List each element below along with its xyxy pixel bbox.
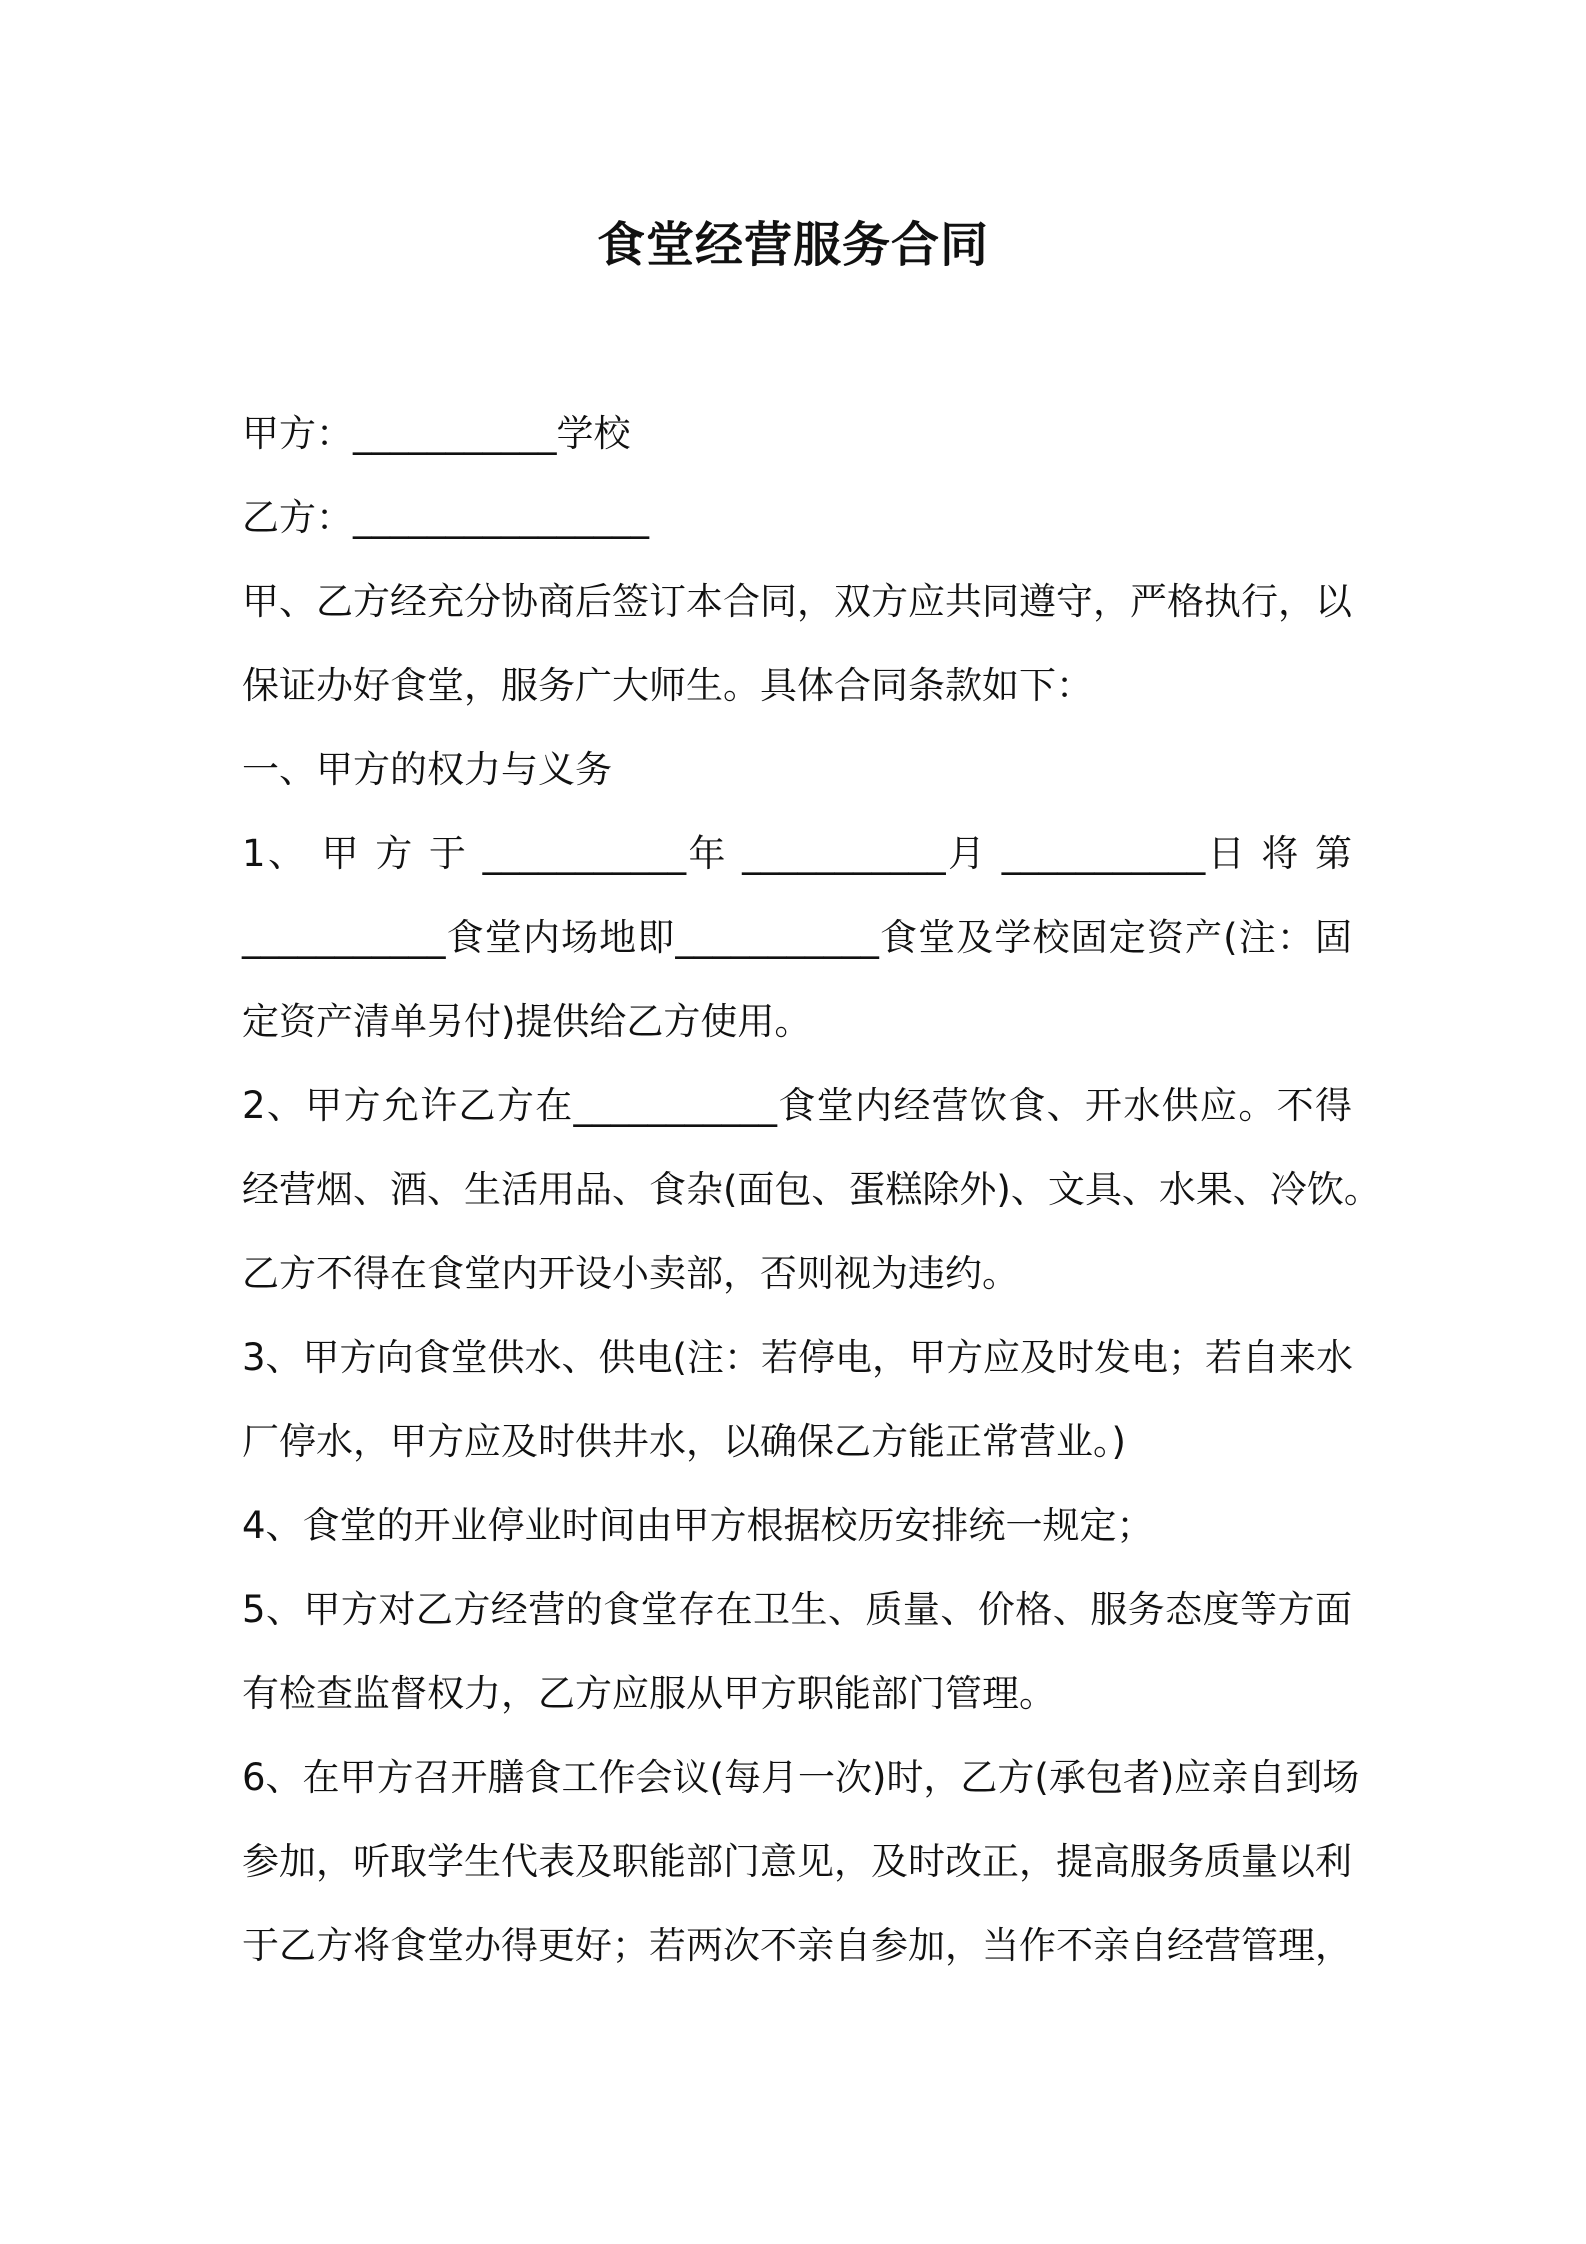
clause-text-line: 参加，听取学生代表及职能部门意见，及时改正，提高服务质量以利 <box>242 1840 1352 1883</box>
clause-text-line: 厂停水，甲方应及时供井水，以确保乙方能正常营业。) <box>242 1420 1126 1463</box>
clause-text-line: 2、甲方允许乙方在___________食堂内经营饮食、开水供应。不得 <box>242 1084 1352 1127</box>
clause-text-line: 1、 甲 方 于 ___________年 ___________月 ___________日 将 第 <box>242 832 1352 875</box>
body-text-line: 保证办好食堂，服务广大师生。具体合同条款如下： <box>242 664 1093 707</box>
clause-text-line: ___________食堂内场地即___________食堂及学校固定资产(注：固 <box>242 916 1352 959</box>
clause-text-line: 3、甲方向食堂供水、供电(注：若停电，甲方应及时发电；若自来水 <box>242 1336 1353 1379</box>
clause-text-line: 6、在甲方召开膳食工作会议(每月一次)时，乙方(承包者)应亲自到场 <box>242 1756 1360 1799</box>
clause-text-line: 5、甲方对乙方经营的食堂存在卫生、质量、价格、服务态度等方面 <box>242 1588 1352 1631</box>
clause-text-line: 经营烟、酒、生活用品、食杂(面包、蛋糕除外)、文具、水果、冷饮。 <box>242 1168 1381 1211</box>
clause-text-line: 于乙方将食堂办得更好；若两次不亲自参加，当作不亲自经营管理， <box>242 1924 1352 1967</box>
document-title: 食堂经营服务合同 <box>596 217 989 273</box>
party-b-line: 乙方：________________ <box>242 496 649 539</box>
party-a-line: 甲方：___________学校 <box>242 412 631 455</box>
clause-text-line: 有检查监督权力，乙方应服从甲方职能部门管理。 <box>242 1672 1056 1715</box>
clause-text-line: 4、食堂的开业停业时间由甲方根据校历安排统一规定； <box>242 1504 1154 1547</box>
clause-text-line: 乙方不得在食堂内开设小卖部，否则视为违约。 <box>242 1252 1019 1295</box>
section-heading: 一、甲方的权力与义务 <box>242 748 612 791</box>
body-text-line: 甲、乙方经充分协商后签订本合同，双方应共同遵守，严格执行，以 <box>242 580 1352 623</box>
clause-text-line: 定资产清单另付)提供给乙方使用。 <box>242 1000 812 1043</box>
